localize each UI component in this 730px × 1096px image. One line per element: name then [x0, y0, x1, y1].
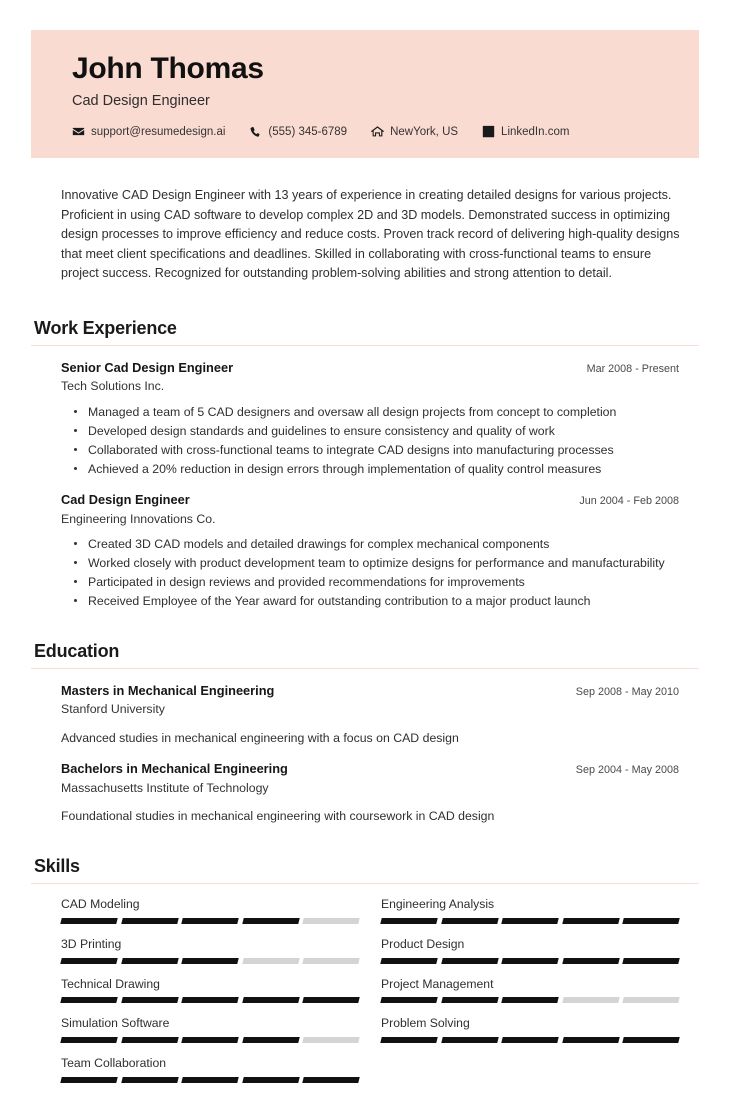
contact-email-label: support@resumedesign.ai — [91, 125, 226, 138]
skill-level-segment — [242, 918, 299, 924]
skill-level-segment — [60, 1037, 117, 1043]
bullet-item: Achieved a 20% reduction in design errors through implementation of quality control measures — [86, 460, 679, 478]
section-education — [31, 641, 699, 826]
contact-location[interactable] — [371, 125, 458, 138]
contact-linkedin[interactable] — [482, 125, 569, 138]
section-title-education: Education — [34, 640, 120, 661]
education-entry — [31, 761, 699, 825]
skill-level-segment — [441, 997, 498, 1003]
skill-level-segment — [121, 997, 178, 1003]
skill-level-segment — [121, 1077, 178, 1083]
skill-level-segment — [60, 1077, 117, 1083]
work-entry-date: Jun 2004 - Feb 2008 — [579, 495, 679, 508]
skill-level-segment — [60, 918, 117, 924]
skill-item — [381, 1016, 679, 1043]
skill-item — [381, 897, 679, 924]
skill-level-bar — [381, 918, 679, 924]
skill-level-segment — [380, 997, 437, 1003]
phone-icon — [249, 125, 262, 138]
section-divider — [31, 345, 699, 346]
skill-level-bar — [61, 918, 359, 924]
education-entry-date: Sep 2004 - May 2008 — [575, 763, 679, 776]
skill-level-bar — [61, 997, 359, 1003]
contact-phone[interactable] — [249, 125, 347, 138]
education-entry-school: Stanford University — [61, 702, 165, 717]
candidate-name: John Thomas — [72, 52, 264, 85]
skill-level-segment — [303, 1037, 360, 1043]
skill-level-segment — [380, 958, 437, 964]
skill-name: Simulation Software — [61, 1016, 170, 1031]
skill-level-segment — [242, 958, 299, 964]
skill-level-segment — [303, 918, 360, 924]
bullet-item: Received Employee of the Year award for outstanding contribution to a major product launch — [86, 592, 679, 610]
skill-item — [381, 937, 679, 964]
skill-level-segment — [441, 1037, 498, 1043]
work-entry-head — [61, 360, 679, 377]
skill-level-bar — [61, 958, 359, 964]
skill-level-segment — [303, 1077, 360, 1083]
work-entry-company: Engineering Innovations Co. — [61, 511, 216, 526]
skill-level-segment — [242, 997, 299, 1003]
bullet-item: Worked closely with product development team to optimize designs for performance and manufacturability — [86, 554, 679, 572]
section-title-skills: Skills — [34, 856, 80, 877]
skill-level-segment — [562, 958, 619, 964]
skill-name: 3D Printing — [61, 937, 122, 951]
skill-level-segment — [303, 997, 360, 1003]
skill-item — [61, 937, 359, 964]
education-entry-date: Sep 2008 - May 2010 — [575, 685, 679, 698]
bullet-item: Managed a team of 5 CAD designers and oversaw all design projects from concept to completion — [86, 403, 679, 421]
skill-item — [61, 977, 359, 1004]
skill-level-segment — [501, 958, 558, 964]
skill-level-segment — [623, 1037, 680, 1043]
work-entry — [31, 492, 699, 610]
education-entry — [31, 683, 699, 747]
skill-level-segment — [60, 958, 117, 964]
skill-level-segment — [121, 1037, 178, 1043]
candidate-job-title: Cad Design Engineer — [72, 93, 210, 109]
skill-level-segment — [623, 997, 680, 1003]
skill-level-segment — [501, 1037, 558, 1043]
skill-level-bar — [61, 1077, 359, 1083]
skill-name: Team Collaboration — [61, 1055, 167, 1070]
education-entry-description: Foundational studies in mechanical engineering with coursework in CAD design — [61, 809, 495, 824]
contact-email[interactable] — [72, 125, 225, 138]
skill-level-segment — [501, 997, 558, 1003]
contact-location-label: NewYork, US — [390, 125, 459, 138]
education-entry-school: Massachusetts Institute of Technology — [61, 780, 269, 795]
skill-item — [61, 1056, 359, 1083]
resume-body — [0, 158, 730, 1096]
work-entry-bullets — [61, 403, 679, 478]
work-entry-title: Cad Design Engineer — [61, 492, 190, 508]
skill-level-bar — [381, 958, 679, 964]
contact-linkedin-label: LinkedIn.com — [501, 125, 570, 138]
education-entry-head — [61, 683, 679, 700]
work-entry-head — [61, 492, 679, 509]
skill-level-segment — [242, 1077, 299, 1083]
skill-level-segment — [441, 958, 498, 964]
bullet-item: Collaborated with cross-functional teams to integrate CAD designs into manufacturing processes — [86, 441, 679, 459]
skill-name: Product Design — [381, 937, 465, 951]
professional-summary: Innovative CAD Design Engineer with 13 years of experience in creating detailed designs for various projects. Proficient in using CAD software to develop complex 2D and 3D models. Demonstrated success in optimizing design processes to improve efficiency and reduce costs. Proven track record of delivering high-quality designs that meet client specifications and deadlines. Skilled in collaborating with cross-functional teams to ensure project success. Recognized for outstanding problem-solving abilities and strong attention to detail. — [61, 188, 680, 281]
skill-level-segment — [303, 958, 360, 964]
skill-name: Problem Solving — [381, 1016, 470, 1031]
skill-level-segment — [181, 997, 238, 1003]
skill-level-segment — [501, 918, 558, 924]
education-entry-degree: Masters in Mechanical Engineering — [61, 682, 275, 698]
bullet-item: Participated in design reviews and provided recommendations for improvements — [86, 573, 679, 591]
skill-level-bar — [61, 1037, 359, 1043]
skill-level-segment — [242, 1037, 299, 1043]
section-skills — [31, 856, 699, 1095]
skills-grid — [31, 897, 699, 1095]
skill-level-bar — [381, 1037, 679, 1043]
skill-level-bar — [381, 997, 679, 1003]
education-entry-head — [61, 761, 679, 778]
work-entry — [31, 360, 699, 478]
resume-header — [31, 30, 699, 158]
skill-level-segment — [380, 918, 437, 924]
skill-level-segment — [60, 997, 117, 1003]
skill-item — [61, 897, 359, 924]
skill-level-segment — [623, 958, 680, 964]
work-entry-title: Senior Cad Design Engineer — [61, 359, 234, 375]
envelope-icon — [72, 125, 85, 138]
skill-level-segment — [181, 1037, 238, 1043]
work-entry-date: Mar 2008 - Present — [586, 362, 679, 375]
linkedin-icon — [482, 125, 495, 138]
bullet-item: Developed design standards and guidelines to ensure consistency and quality of work — [86, 422, 679, 440]
work-entry-bullets — [61, 535, 679, 610]
section-title-work-experience: Work Experience — [34, 317, 177, 338]
skill-level-segment — [121, 918, 178, 924]
skill-level-segment — [562, 1037, 619, 1043]
bullet-item: Created 3D CAD models and detailed drawings for complex mechanical components — [86, 535, 679, 553]
skill-name: Engineering Analysis — [381, 897, 495, 912]
skill-level-segment — [623, 918, 680, 924]
section-work-experience — [31, 318, 699, 611]
skill-level-segment — [441, 918, 498, 924]
contact-row — [72, 125, 699, 138]
skill-name: Project Management — [381, 976, 494, 991]
education-entry-description: Advanced studies in mechanical engineering with a focus on CAD design — [61, 730, 459, 745]
section-divider — [31, 668, 699, 669]
skill-name: Technical Drawing — [61, 976, 160, 991]
skill-item — [381, 977, 679, 1004]
skill-level-segment — [562, 918, 619, 924]
skill-level-segment — [562, 997, 619, 1003]
skill-level-segment — [181, 1077, 238, 1083]
skill-item — [61, 1016, 359, 1043]
work-entry-company: Tech Solutions Inc. — [61, 379, 165, 394]
home-icon — [371, 125, 384, 138]
skill-level-segment — [181, 958, 238, 964]
skill-level-segment — [380, 1037, 437, 1043]
skill-level-segment — [181, 918, 238, 924]
education-entry-degree: Bachelors in Mechanical Engineering — [61, 760, 288, 776]
skill-name: CAD Modeling — [61, 897, 140, 912]
section-divider — [31, 883, 699, 884]
contact-phone-label: (555) 345-6789 — [268, 125, 348, 138]
skill-level-segment — [121, 958, 178, 964]
